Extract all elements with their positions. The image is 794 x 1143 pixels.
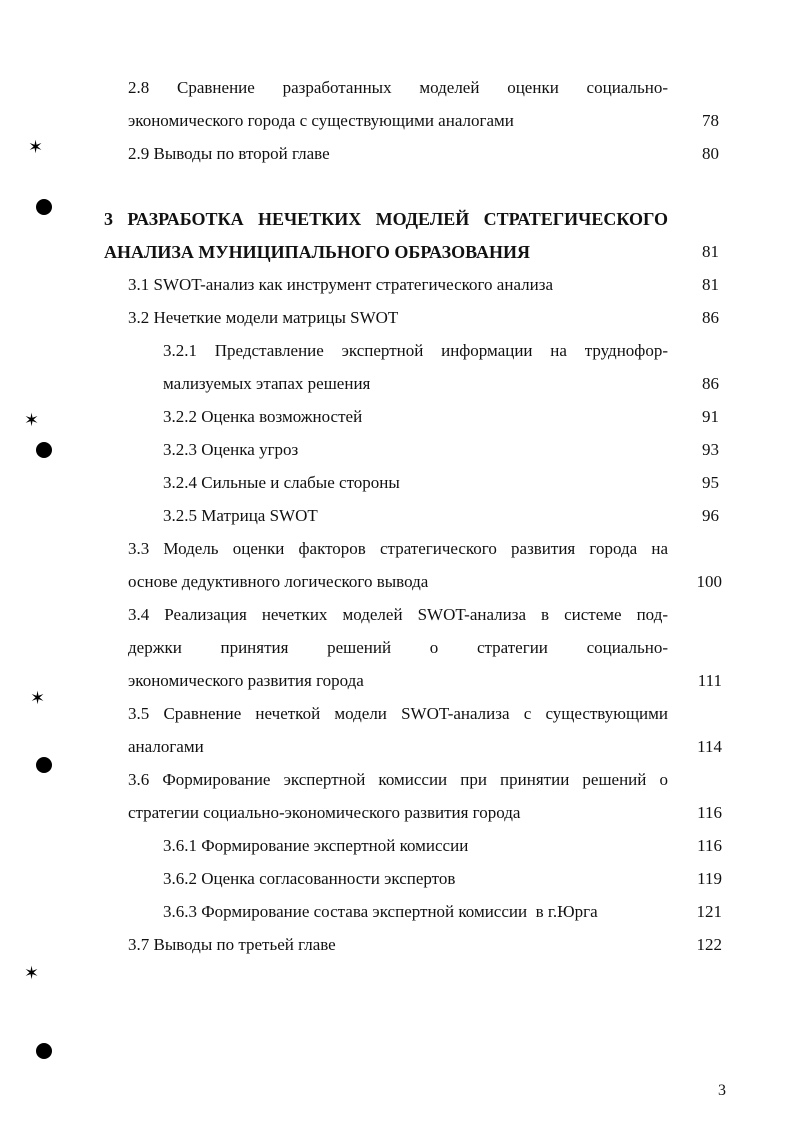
toc-entry-3-2-3-line-1: 3.2.3 Оценка угроз bbox=[163, 440, 299, 459]
toc-entry-2-8-line-2: экономического города с существующими аналогами bbox=[128, 111, 514, 130]
scan-speck-2: ✶ bbox=[24, 410, 40, 431]
toc-entry-2-8-line-1: 2.8 Сравнение разработанных моделей оценки социально- bbox=[128, 78, 668, 97]
page-number: 3 bbox=[718, 1082, 726, 1099]
toc-entry-3-3-page: 100 bbox=[696, 572, 722, 591]
scan-speck-3: ✶ bbox=[30, 688, 46, 709]
toc-entry-3-2-page: 86 bbox=[702, 308, 719, 327]
toc-entry-3-6-line-1: 3.6 Формирование экспертной комиссии при принятии решений о bbox=[128, 770, 668, 789]
toc-entry-3-6-2-line-1: 3.6.2 Оценка согласованности экспертов bbox=[163, 869, 456, 888]
toc-entry-3-1-line-1: 3.1 SWOT-анализ как инструмент стратегического анализа bbox=[128, 275, 553, 294]
toc-entry-3-4-line-3: экономического развития города bbox=[128, 671, 364, 690]
toc-entry-2-9-line-1: 2.9 Выводы по второй главе bbox=[128, 144, 330, 163]
chapter-3-heading-line-1: 3 РАЗРАБОТКА НЕЧЕТКИХ МОДЕЛЕЙ СТРАТЕГИЧЕСКОГО bbox=[104, 209, 668, 229]
toc-entry-3-3-line-2: основе дедуктивного логического вывода bbox=[128, 572, 429, 591]
toc-entry-3-1-page: 81 bbox=[702, 275, 719, 294]
toc-entry-3-2-5-page: 96 bbox=[702, 506, 719, 525]
toc-entry-2-9-page: 80 bbox=[702, 144, 719, 163]
toc-entry-3-6-1-line-1: 3.6.1 Формирование экспертной комиссии bbox=[163, 836, 469, 855]
toc-entry-3-2-5-line-1: 3.2.5 Матрица SWOT bbox=[163, 506, 318, 525]
toc-entry-3-4-line-2: держки принятия решений о стратегии социально- bbox=[128, 638, 668, 657]
toc-entry-3-6-line-2: стратегии социально-экономического развития города bbox=[128, 803, 521, 822]
chapter-3-page: 81 bbox=[702, 242, 719, 261]
toc-entry-3-2-line-1: 3.2 Нечеткие модели матрицы SWOT bbox=[128, 308, 399, 327]
hole-punch-2 bbox=[36, 442, 52, 458]
toc-entry-3-2-4-line-1: 3.2.4 Сильные и слабые стороны bbox=[163, 473, 400, 492]
toc-entry-3-2-2-line-1: 3.2.2 Оценка возможностей bbox=[163, 407, 363, 426]
toc-entry-3-5-line-2: аналогами bbox=[128, 737, 204, 756]
scan-speck-4: ✶ bbox=[24, 963, 40, 984]
toc-entry-3-2-1-line-1: 3.2.1 Представление экспертной информации на труднофор- bbox=[163, 341, 668, 360]
toc-entry-3-4-page: 111 bbox=[697, 671, 722, 690]
scan-speck-1: ✶ bbox=[28, 137, 44, 158]
hole-punch-3 bbox=[36, 757, 52, 773]
toc-entry-3-3-line-1: 3.3 Модель оценки факторов стратегического развития города на bbox=[128, 539, 668, 558]
toc-entry-3-2-3-page: 93 bbox=[702, 440, 719, 459]
toc-entry-3-6-3-page: 121 bbox=[696, 902, 722, 921]
toc-entry-3-4-line-1: 3.4 Реализация нечетких моделей SWOT-анализа в системе под- bbox=[128, 605, 668, 624]
hole-punch-1 bbox=[36, 199, 52, 215]
toc-entry-3-6-1-page: 116 bbox=[697, 836, 722, 855]
toc-entry-3-2-4-page: 95 bbox=[702, 473, 719, 492]
toc-entry-2-8-page: 78 bbox=[702, 111, 719, 130]
toc-entry-3-6-2-page: 119 bbox=[697, 869, 722, 888]
toc-entry-3-2-1-line-2: мализуемых этапах решения bbox=[163, 374, 371, 393]
toc-entry-3-2-2-page: 91 bbox=[702, 407, 719, 426]
toc-entry-3-7-page: 122 bbox=[696, 935, 722, 954]
hole-punch-4 bbox=[36, 1043, 52, 1059]
toc-entry-3-5-page: 114 bbox=[697, 737, 722, 756]
toc-entry-3-5-line-1: 3.5 Сравнение нечеткой модели SWOT-анализа с существующими bbox=[128, 704, 668, 723]
chapter-3-heading-line-2: АНАЛИЗА МУНИЦИПАЛЬНОГО ОБРАЗОВАНИЯ bbox=[104, 242, 530, 262]
toc-entry-3-2-1-page: 86 bbox=[702, 374, 719, 393]
toc-entry-3-7-line-1: 3.7 Выводы по третьей главе bbox=[128, 935, 336, 954]
toc-entry-3-6-3-line-1: 3.6.3 Формирование состава экспертной комиссии в г.Юрга bbox=[163, 902, 598, 921]
toc-entry-3-6-page: 116 bbox=[697, 803, 722, 822]
